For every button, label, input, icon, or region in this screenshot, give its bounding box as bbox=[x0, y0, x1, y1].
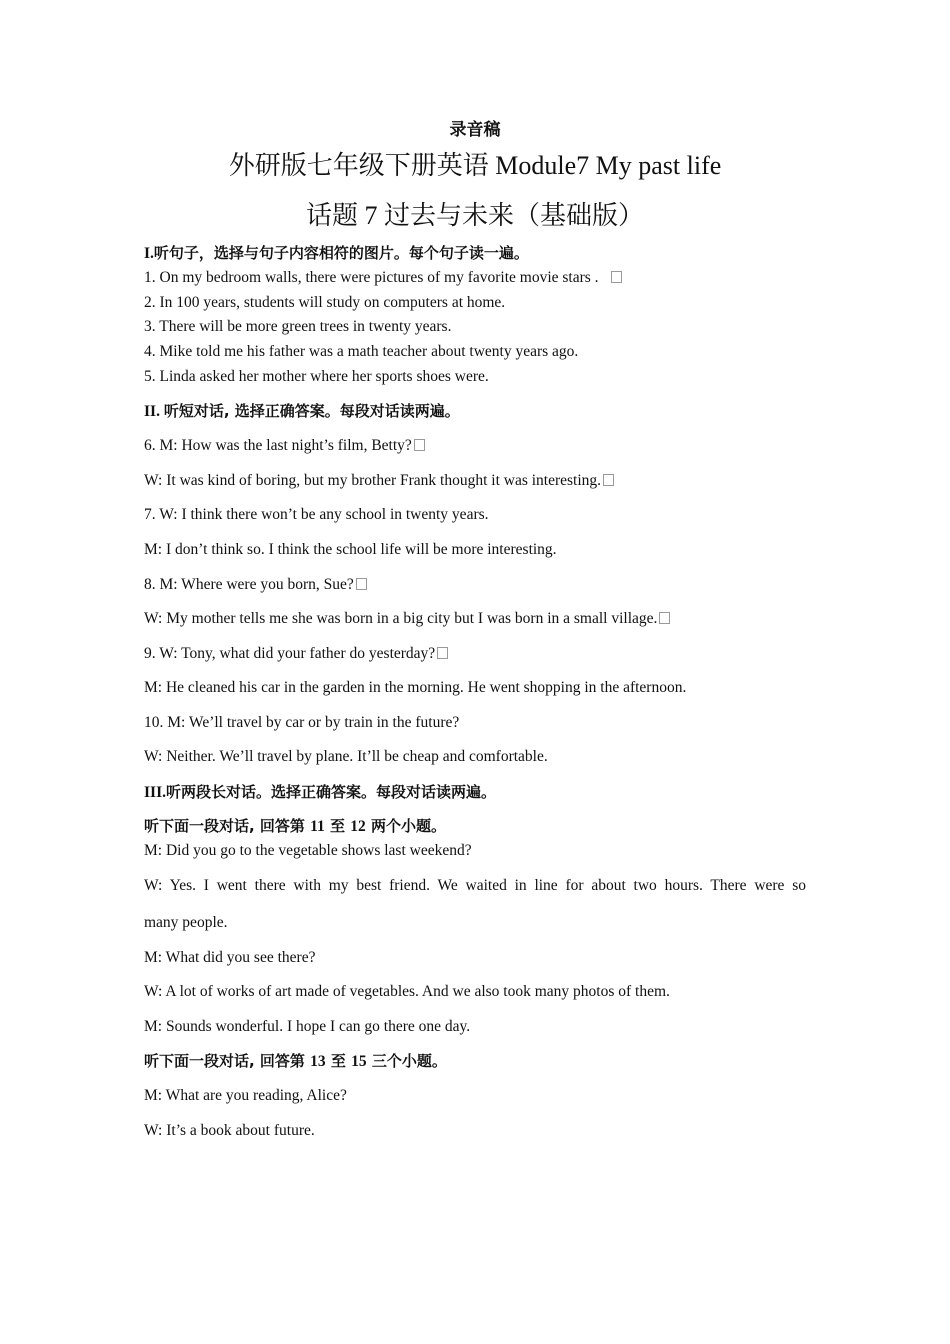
sentence-2: 2. In 100 years, students will study on computers at home. bbox=[144, 294, 506, 311]
placeholder-box-icon bbox=[603, 474, 614, 486]
dialogue-line-8m-text: 8. M: Where were you born, Sue? bbox=[144, 576, 354, 593]
section1-heading-number: I. bbox=[144, 245, 154, 262]
dialogue2-line-2: W: It’s a book about future. bbox=[144, 1122, 315, 1139]
dialogue1-line-5: W: A lot of works of art made of vegetables. And we also took many photos of them. bbox=[144, 983, 670, 1000]
placeholder-box-icon bbox=[356, 578, 367, 590]
sentence-1-text: 1. On my bedroom walls, there were pictures of my favorite movie stars . bbox=[144, 269, 599, 286]
dialogue2-line-1: M: What are you reading, Alice? bbox=[144, 1087, 347, 1104]
section3-heading-number: III. bbox=[144, 784, 166, 801]
dialogue1-line-6: M: Sounds wonderful. I hope I can go there one day. bbox=[144, 1018, 471, 1035]
dialogue-line-9m: M: He cleaned his car in the garden in the morning. He went shopping in the afternoon. bbox=[144, 679, 687, 696]
placeholder-box-icon bbox=[437, 647, 448, 659]
section2-heading-text: 听短对话, 选择正确答案。每段对话读两遍。 bbox=[163, 402, 460, 420]
dialogue-line-6w-text: W: It was kind of boring, but my brother Frank thought it was interesting. bbox=[144, 472, 602, 489]
dialogue-line-9w-text: 9. W: Tony, what did your father do yesterday? bbox=[144, 645, 436, 662]
dialogue1-line-3: many people. bbox=[144, 914, 228, 931]
dialogue-line-8m bbox=[144, 575, 367, 595]
dialogue-line-10w: W: Neither. We’ll travel by plane. It’ll be cheap and comfortable. bbox=[144, 748, 548, 765]
dialogue1-intro-n2: 12 bbox=[350, 818, 366, 835]
sentence-3: 3. There will be more green trees in twenty years. bbox=[144, 318, 452, 335]
dialogue1-intro-b: 至 bbox=[324, 817, 351, 835]
section3-heading-text: 听两段长对话。选择正确答案。每段对话读两遍。 bbox=[165, 783, 496, 801]
dialogue-line-6m-text: 6. M: How was the last night’s film, Betty? bbox=[144, 437, 412, 454]
dialogue-line-8w bbox=[144, 609, 670, 629]
placeholder-box-icon bbox=[659, 612, 670, 624]
dialogue2-intro-n1: 13 bbox=[310, 1053, 326, 1070]
section1-heading-text: 听句子，选择与句子内容相符的图片。每个句子读一遍。 bbox=[153, 244, 529, 262]
sentence-4: 4. Mike told me his father was a math teacher about twenty years ago. bbox=[144, 343, 579, 360]
dialogue1-intro-c: 两个小题。 bbox=[365, 817, 446, 835]
dialogue1-line-2: W: Yes. I went there with my best friend. We waited in line for about two hours. There were so bbox=[144, 877, 806, 894]
transcript-label: 录音稿 bbox=[449, 120, 501, 140]
dialogue-line-6m bbox=[144, 436, 425, 456]
dialogue2-intro-a: 听下面一段对话, 回答第 bbox=[144, 1052, 311, 1070]
dialogue2-intro bbox=[144, 1051, 447, 1072]
dialogue-line-7m: M: I don’t think so. I think the school life will be more interesting. bbox=[144, 541, 557, 558]
section3-heading bbox=[144, 782, 496, 803]
document-subtitle: 话题 7 过去与未来（基础版） bbox=[305, 201, 644, 230]
sentence-5: 5. Linda asked her mother where her sports shoes were. bbox=[144, 368, 489, 385]
dialogue-line-10m: 10. M: We’ll travel by car or by train in the future? bbox=[144, 714, 460, 731]
dialogue2-intro-c: 三个小题。 bbox=[366, 1052, 447, 1070]
document-title: 外研版七年级下册英语 Module7 My past life bbox=[228, 151, 722, 180]
placeholder-box-icon bbox=[611, 271, 622, 283]
section2-heading bbox=[144, 401, 460, 422]
dialogue1-intro-a: 听下面一段对话, 回答第 bbox=[144, 817, 311, 835]
dialogue2-intro-n2: 15 bbox=[351, 1053, 367, 1070]
dialogue2-intro-b: 至 bbox=[325, 1052, 352, 1070]
dialogue-line-6w bbox=[144, 471, 614, 491]
dialogue1-intro-n1: 11 bbox=[310, 818, 325, 835]
dialogue-line-9w bbox=[144, 644, 448, 664]
dialogue-line-8w-text: W: My mother tells me she was born in a big city but I was born in a small village. bbox=[144, 610, 658, 627]
section1-heading bbox=[144, 243, 529, 264]
dialogue1-intro bbox=[144, 816, 446, 837]
dialogue1-line-4: M: What did you see there? bbox=[144, 949, 316, 966]
dialogue-line-7w: 7. W: I think there won’t be any school in twenty years. bbox=[144, 506, 489, 523]
dialogue1-line-1: M: Did you go to the vegetable shows last weekend? bbox=[144, 842, 472, 859]
section2-heading-number: II. bbox=[144, 403, 164, 420]
sentence-1 bbox=[144, 268, 622, 288]
placeholder-box-icon bbox=[414, 439, 425, 451]
